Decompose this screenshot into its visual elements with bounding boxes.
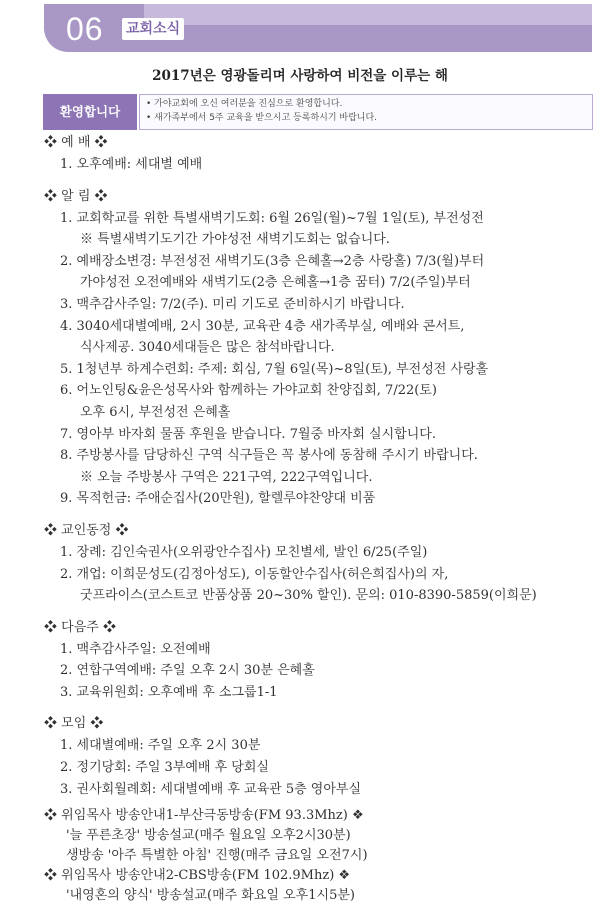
list-item: ※ 특별새벽기도기간 가야성전 새벽기도회는 없습니다. xyxy=(80,232,390,248)
welcome-line: • 가야교회에 오신 여러분을 진심으로 환영합니다. xyxy=(146,99,343,109)
announcements xyxy=(44,132,594,906)
list-item: 7. 영아부 바자회 물품 후원을 받습니다. 7월중 바자회 실시합니다. xyxy=(60,426,436,442)
broadcast-heading: ❖ 위임목사 방송안내2-CBS방송(FM 102.9Mhz) ❖ xyxy=(44,868,351,884)
list-item: 5. 1청년부 하계수련회: 주제: 회심, 7월 6일(목)~8일(토), 부전성전 사랑홀 xyxy=(60,361,489,377)
list-item: 3. 맥추감사주일: 7/2(주). 미리 기도로 준비하시기 바랍니다. xyxy=(60,296,405,312)
section-heading: ❖ 교인동정 ❖ xyxy=(44,522,129,538)
list-item: 2. 예배장소변경: 부전성전 새벽기도(3층 은혜홀→2층 사랑홀) 7/3(월)부터 xyxy=(60,253,485,269)
list-item: 9. 목적헌금: 주애순집사(20만원), 할렐루야찬양대 비품 xyxy=(60,491,376,507)
broadcast-line: 생방송 '아주 특별한 아침' 진행(매주 금요일 오전7시) xyxy=(66,848,368,864)
list-item: 1. 오후예배: 세대별 예배 xyxy=(60,157,203,172)
header-light-band xyxy=(144,4,592,25)
next-week-section xyxy=(44,617,594,704)
list-item: 1. 세대별예배: 주일 오후 2시 30분 xyxy=(60,738,261,754)
list-item: 1. 맥추감사주일: 오전예배 xyxy=(60,641,211,657)
list-item: 3. 교육위원회: 오후예배 후 소그룹1-1 xyxy=(60,684,278,700)
list-item: 가야성전 오전예배와 새벽기도(2층 은혜홀→1층 꿈터) 7/2(주일)부터 xyxy=(80,275,471,291)
welcome-banner xyxy=(43,94,593,130)
list-item: 2. 개업: 이희문성도(김정아성도), 이동할안수집사(허은희집사)의 자, xyxy=(60,566,449,582)
broadcast-heading: ❖ 위임목사 방송안내1-부산극동방송(FM 93.3Mhz) ❖ xyxy=(44,808,364,824)
list-item: 6. 어노인팅&윤은성목사와 함께하는 가야교회 찬양집회, 7/22(토) xyxy=(60,383,437,399)
section-header xyxy=(44,4,592,52)
list-item: 8. 주방봉사를 담당하신 구역 식구들은 꼭 봉사에 동참해 주시기 바랍니다. xyxy=(60,448,478,464)
broadcast-line: '늘 푸른초장' 방송설교(매주 월요일 오후2시30분) xyxy=(66,828,351,844)
section-heading: ❖ 다음주 ❖ xyxy=(44,619,116,635)
notices-section xyxy=(44,186,594,510)
list-item: 4. 3040세대별예배, 2시 30분, 교육관 4층 새가족부실, 예배와 콘서트, xyxy=(60,318,465,334)
welcome-box xyxy=(139,94,593,130)
list-item: 3. 권사회월례회: 세대별예배 후 교육관 5층 영아부실 xyxy=(60,781,362,797)
list-item: 식사제공. 3040세대들은 많은 참석바랍니다. xyxy=(80,340,335,356)
list-item: ※ 오늘 주방봉사 구역은 221구역, 222구역입니다. xyxy=(80,469,373,485)
section-heading: ❖ 모임 ❖ xyxy=(44,716,104,732)
list-item: 굿프라이스(코스트코 반품상품 20~30% 할인). 문의: 010-8390-5859(이희문) xyxy=(80,588,537,604)
broadcast-line: '내영혼의 양식' 방송설교(매주 화요일 오후1시5분) xyxy=(66,888,355,904)
broadcast-section xyxy=(44,806,594,906)
page-title: 2017년은 영광돌리며 사랑하여 비전을 이루는 해 xyxy=(152,68,448,84)
welcome-badge: 환영합니다 xyxy=(43,94,137,130)
list-item: 1. 장례: 김인숙권사(오위광안수집사) 모친별세, 발인 6/25(주일) xyxy=(60,544,428,560)
worship-section xyxy=(44,132,594,176)
list-item: 2. 정기당회: 주일 3부예배 후 당회실 xyxy=(60,760,269,776)
members-section xyxy=(44,520,594,607)
welcome-line: • 새가족부에서 5주 교육을 받으시고 등록하시기 바랍니다. xyxy=(146,113,378,123)
list-item: 1. 교회학교를 위한 특별새벽기도회: 6월 26일(월)~7월 1일(토), 부전성전 xyxy=(60,210,484,226)
section-title: 교회소식 xyxy=(122,18,184,40)
list-item: 오후 6시, 부전성전 은혜홀 xyxy=(80,404,231,420)
section-heading: ❖ 알 림 ❖ xyxy=(44,188,108,204)
meetings-section xyxy=(44,713,594,800)
section-number: 06 xyxy=(66,11,104,47)
section-heading: ❖ 예 배 ❖ xyxy=(44,135,108,150)
list-item: 2. 연합구역예배: 주일 오후 2시 30분 은혜홀 xyxy=(60,663,315,679)
